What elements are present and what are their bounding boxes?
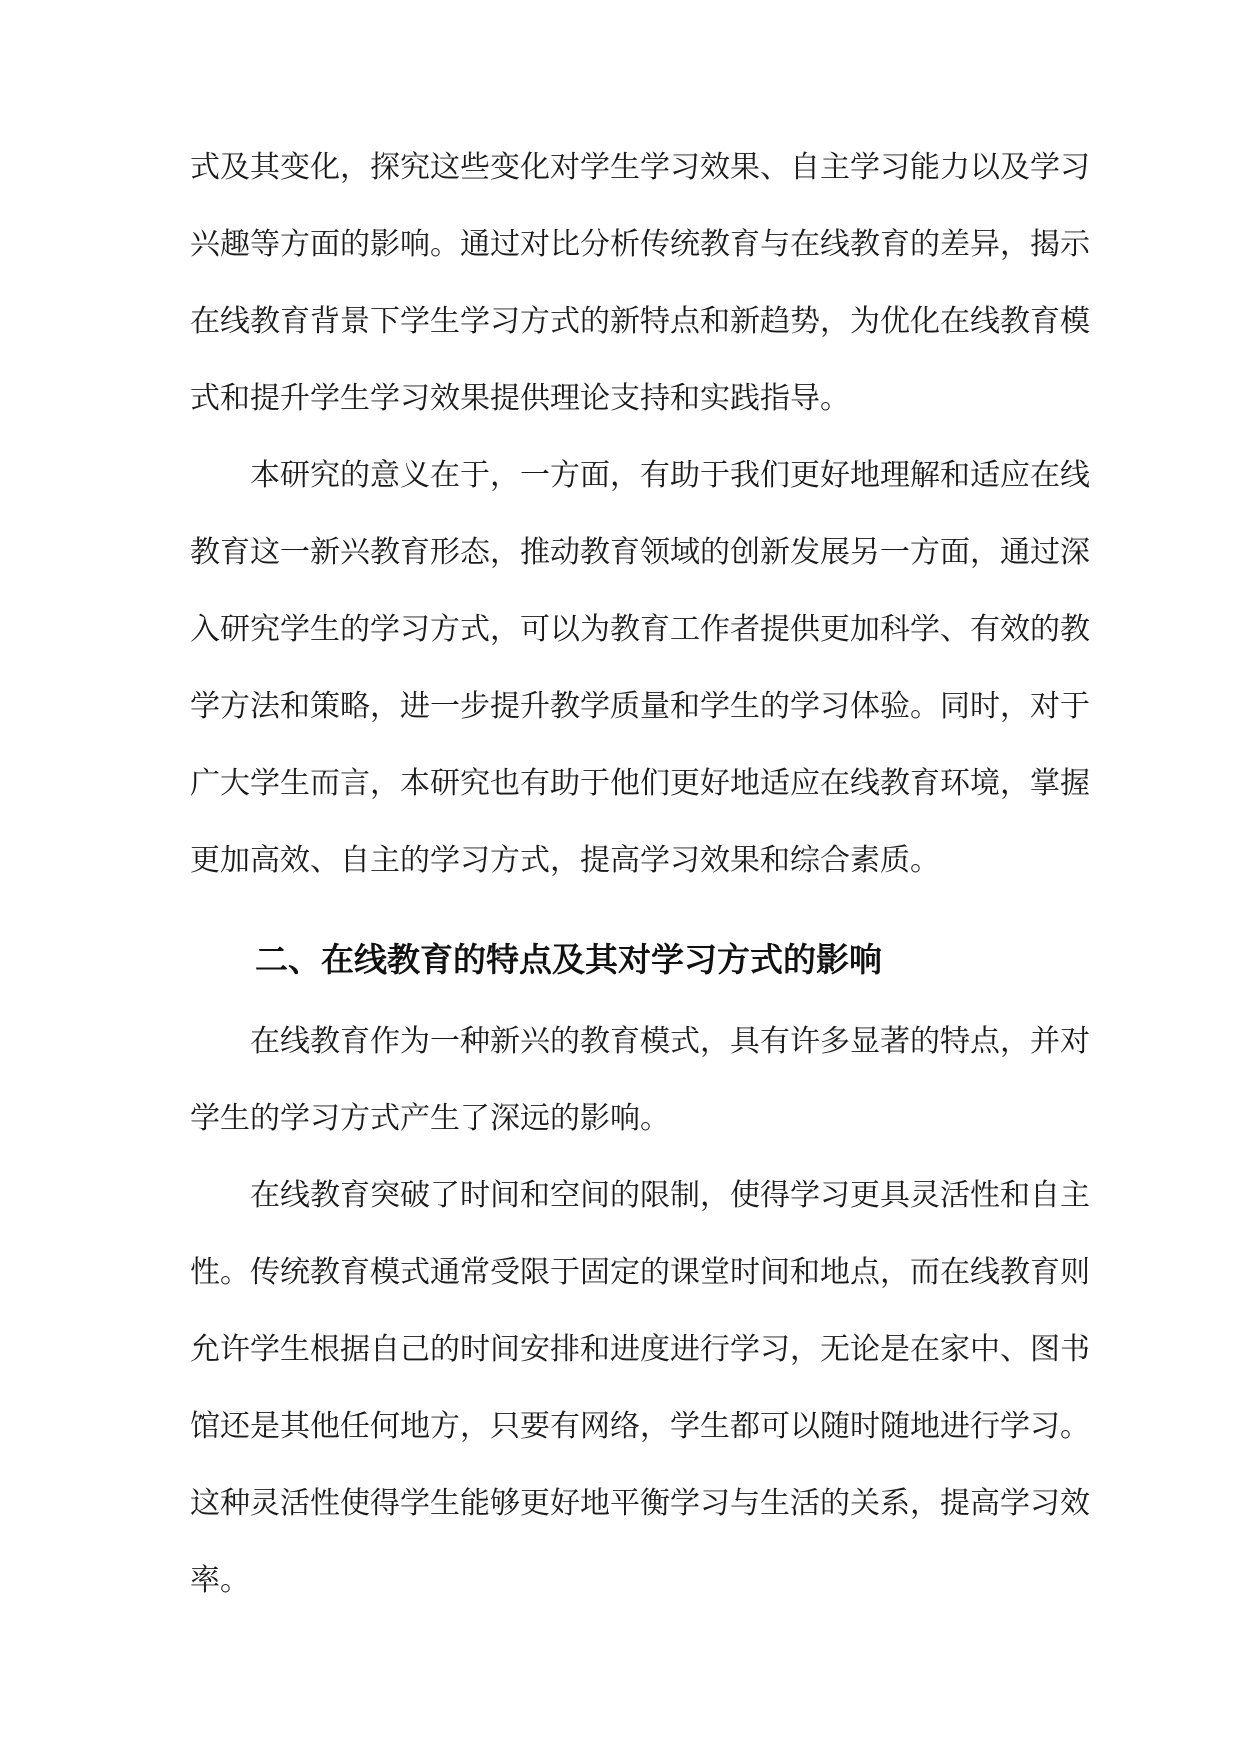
paragraph-line: 性。传统教育模式通常受限于固定的课堂时间和地点，而在线教育则 — [190, 1255, 1090, 1290]
paragraph-line: 允许学生根据自己的时间安排和进度进行学习，无论是在家中、图书 — [190, 1332, 1090, 1367]
paragraph-line: 在线教育背景下学生学习方式的新特点和新趋势，为优化在线教育模 — [190, 304, 1090, 339]
paragraph-line: 学方法和策略，进一步提升教学质量和学生的学习体验。同时，对于 — [190, 689, 1090, 724]
paragraph-line: 率。 — [190, 1563, 250, 1598]
paragraph-line: 在线教育作为一种新兴的教育模式，具有许多显著的特点，并对 — [250, 1024, 1090, 1059]
paragraph-line: 式和提升学生学习效果提供理论支持和实践指导。 — [190, 381, 850, 416]
paragraph-line: 更加高效、自主的学习方式，提高学习效果和综合素质。 — [190, 843, 940, 878]
paragraph-line: 本研究的意义在于，一方面，有助于我们更好地理解和适应在线 — [250, 458, 1090, 493]
section-heading: 二、在线教育的特点及其对学习方式的影响 — [255, 940, 882, 979]
paragraph-line: 学生的学习方式产生了深远的影响。 — [190, 1101, 670, 1136]
paragraph-line: 广大学生而言，本研究也有助于他们更好地适应在线教育环境，掌握 — [190, 766, 1090, 801]
paragraph-line: 教育这一新兴教育形态，推动教育领域的创新发展另一方面，通过深 — [190, 535, 1090, 570]
paragraph-line: 兴趣等方面的影响。通过对比分析传统教育与在线教育的差异，揭示 — [190, 227, 1090, 262]
paragraph-line: 馆还是其他任何地方，只要有网络，学生都可以随时随地进行学习。 — [190, 1409, 1090, 1444]
paragraph-line: 入研究学生的学习方式，可以为教育工作者提供更加科学、有效的教 — [190, 612, 1090, 647]
paragraph-line: 式及其变化，探究这些变化对学生学习效果、自主学习能力以及学习 — [190, 150, 1090, 185]
paragraph-line: 这种灵活性使得学生能够更好地平衡学习与生活的关系，提高学习效 — [190, 1486, 1090, 1521]
paragraph-line: 在线教育突破了时间和空间的限制，使得学习更具灵活性和自主 — [250, 1178, 1090, 1213]
